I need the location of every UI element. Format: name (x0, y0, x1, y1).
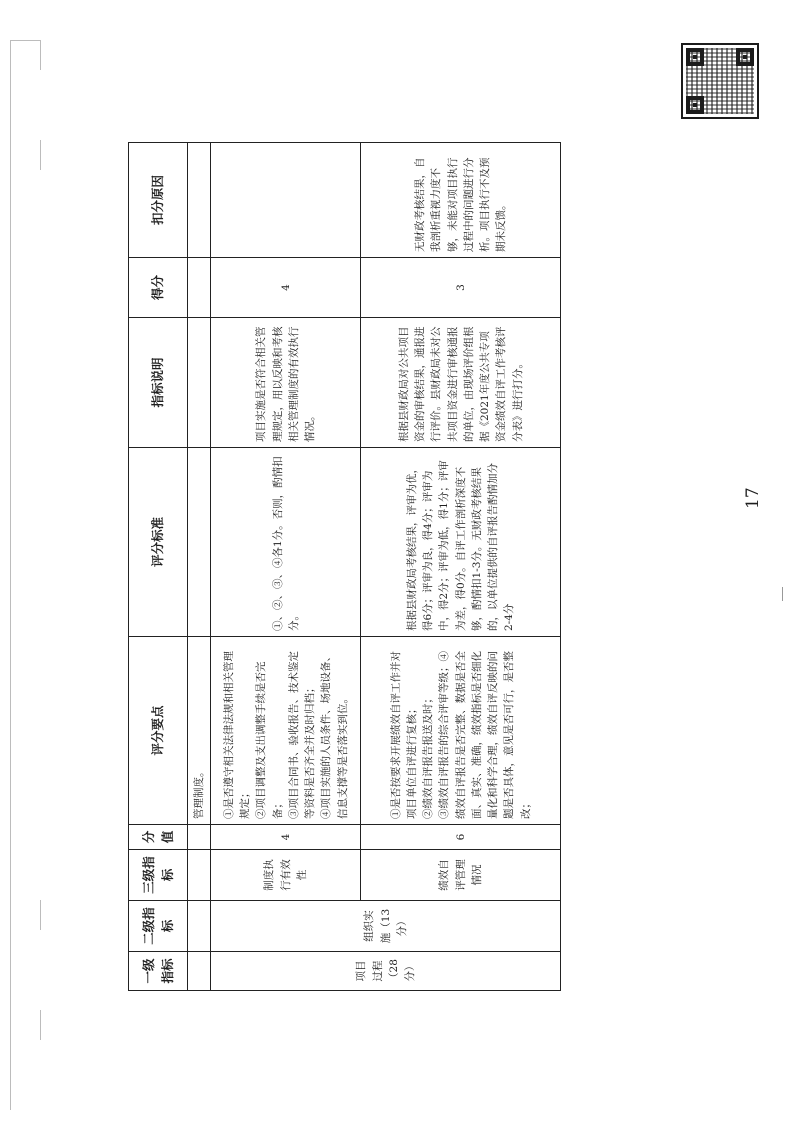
score-cell: 4 (211, 825, 361, 850)
points-cell: ①是否遵守相关法律法规和相关管理规定； ②项目调整及支出调整手续是否完备； ③项目合同书、验收报告、技术鉴定等资料是否齐全并及时归档； ④项目实施的人员条件、场地设备、信息支撑等是否落实到位。 (211, 637, 361, 825)
carryover-empty-cell (188, 448, 211, 637)
page-number: 17 (743, 487, 763, 509)
standard-cell: 根据县财政局考核结果，评审为优，得6分；评审为良，得4分；评审为中，得2分；评审为低，得1分；评审为差，得0分。自评工作剖析深度不够，酌情扣1-3分。无财政考核结果的，以单位提供的自评报告酌情加分2-4分 (361, 448, 561, 637)
carryover-empty-cell (188, 143, 211, 258)
punch-guide-line (40, 900, 41, 930)
header-points: 评分要点 (129, 637, 188, 825)
header-score: 分值 (129, 825, 188, 850)
qr-finder-pattern (686, 48, 704, 66)
carryover-empty-cell (188, 850, 211, 901)
carryover-empty-cell (188, 825, 211, 850)
carryover-text: 管理制度。 (188, 637, 211, 825)
table-header-row (129, 143, 188, 991)
header-standard: 评分标准 (129, 448, 188, 637)
qr-code-icon (681, 43, 759, 119)
carryover-empty-cell (188, 318, 211, 448)
header-reason: 扣分原因 (129, 143, 188, 258)
carryover-empty-cell (188, 952, 211, 991)
header-level3: 三级指标 (129, 850, 188, 901)
description-cell: 根据县财政局对公共项目资金的审核结果，通报进行评价。县财政局未对公共项目资金进行审核通报的单位，由现场评价组根据《2021年度公共专项资金绩效自评工作考核评分表》进行打分。 (361, 318, 561, 448)
punch-guide-line (40, 1010, 41, 1040)
carryover-row (188, 143, 211, 991)
evaluation-table (128, 142, 561, 991)
description-cell: 项目实施是否符合相关管理规定，用以反映和考核相关管理制度的有效执行情况。 (211, 318, 361, 448)
level3-cell: 绩效自评管理情况 (361, 850, 561, 901)
table-row (361, 143, 561, 991)
reason-cell (211, 143, 361, 258)
punch-guide-line (10, 40, 40, 41)
punch-guide-line (40, 140, 41, 170)
punch-guide-line (40, 40, 41, 70)
got-cell: 3 (361, 258, 561, 318)
header-level2: 二级指标 (129, 901, 188, 952)
level1-cell: 项目过程（28分） (211, 952, 561, 991)
qr-finder-pattern (736, 48, 754, 66)
table-row (211, 143, 361, 991)
got-cell: 4 (211, 258, 361, 318)
qr-finder-pattern (686, 96, 704, 114)
score-cell: 6 (361, 825, 561, 850)
header-description: 指标说明 (129, 318, 188, 448)
edge-mark (782, 587, 783, 601)
points-cell: ①是否按要求开展绩效自评工作并对项目单位自评进行复核； ②绩效自评报告报送及时； ③绩效自评报告的综合评审等级；④绩效自评报告是否完整、数据是否全面、真实、准确，绩效指标是否细化量化和科学合理，绩效自评反映的问题是否具体，意见是否可行，是否整改； (361, 637, 561, 825)
reason-cell: 无财政考核结果，自我剖析重视力度不够，未能对项目执行过程中的问题进行分析。项目执行不及预期未反馈。 (361, 143, 561, 258)
header-got: 得分 (129, 258, 188, 318)
standard-cell: ①、②、③、④各1分。否则，酌情扣分。 (211, 448, 361, 637)
carryover-empty-cell (188, 258, 211, 318)
punch-guide-line (10, 40, 11, 1110)
level2-cell: 组织实施（13分） (211, 901, 561, 952)
level3-cell: 制度执行有效性 (211, 850, 361, 901)
header-level1: 一级指标 (129, 952, 188, 991)
carryover-empty-cell (188, 901, 211, 952)
